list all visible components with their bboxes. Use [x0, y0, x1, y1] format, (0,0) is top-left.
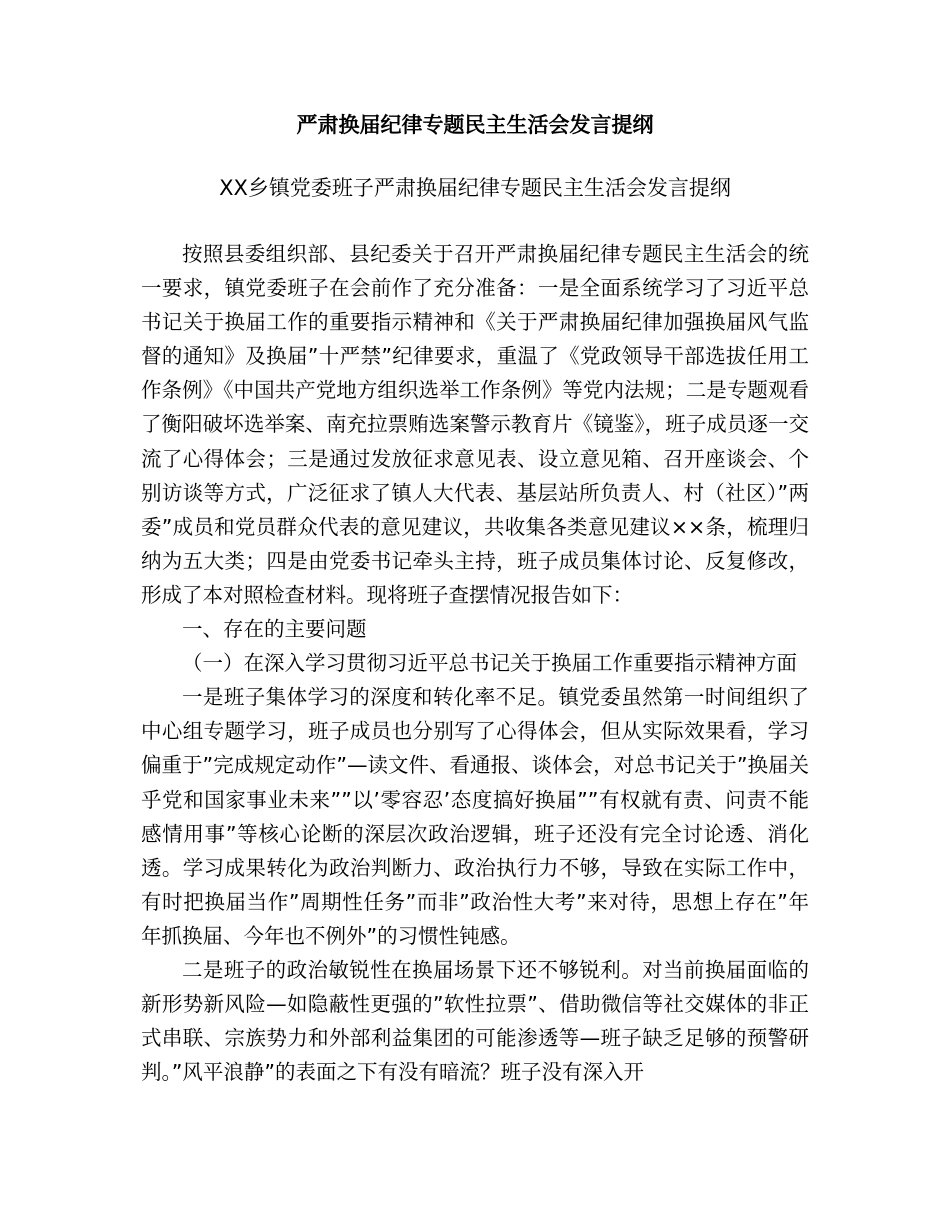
document-title: 严肃换届纪律专题民主生活会发言提纲: [296, 113, 654, 137]
document-subtitle: XX乡镇党委班子严肃换届纪律专题民主生活会发言提纲: [219, 176, 731, 200]
paragraph-point-one: 一是班子集体学习的深度和转化率不足。镇党委虽然第一时间组织了中心组专题学习，班子成员也分别写了心得体会，但从实际效果看，学习偏重于”完成规定动作”—读文件、看通报、谈体会，对总书记关于”换届关乎党和国家事业未来””以’零容忍’态度搞好换届””有权就有责、问责不能感情用事”等核心论断的深层次政治逻辑，班子还没有完全讨论透、消化透。学习成果转化为政治判断力、政治执行力不够，导致在实际工作中，有时把换届当作”周期性任务”而非”政治性大考”来对待，思想上存在”年年抓换届、今年也不例外”的习惯性钝感。: [141, 685, 809, 948]
section-heading: 一、存在的主要问题: [182, 617, 367, 642]
paragraph-intro: 按照县委组织部、县纪委关于召开严肃换届纪律专题民主生活会的统一要求，镇党委班子在会前作了充分准备：一是全面系统学习了习近平总书记关于换届工作的重要指示精神和《关于严肃换届纪律加强换届风气监督的通知》及换届”十严禁”纪律要求，重温了《党政领导干部选拔任用工作条例》《中国共产党地方组织选举工作条例》等党内法规；二是专题观看了衡阳破坏选举案、南充拉票贿选案警示教育片《镜鉴》，班子成员逐一交流了心得体会；三是通过发放征求意见表、设立意见箱、召开座谈会、个别访谈等方式，广泛征求了镇人大代表、基层站所负责人、村（社区）”两委”成员和党员群众代表的意见建议，共收集各类意见建议××条，梳理归纳为五大类；四是由党委书记牵头主持，班子成员集体讨论、反复修改，形成了本对照检查材料。现将班子查摆情况报告如下：: [141, 242, 809, 607]
paragraph-point-two: 二是班子的政治敏锐性在换届场景下还不够锐利。对当前换届面临的新形势新风险—如隐蔽性更强的”软性拉票”、借助微信等社交媒体的非正式串联、宗族势力和外部利益集团的可能渗透等—班子缺乏足够的预警研判。”风平浪静”的表面之下有没有暗流？班子没有深入开: [141, 957, 809, 1085]
document-body: [141, 237, 809, 1089]
subsection-heading: （一）在深入学习贯彻习近平总书记关于换届工作重要指示精神方面: [182, 651, 797, 676]
